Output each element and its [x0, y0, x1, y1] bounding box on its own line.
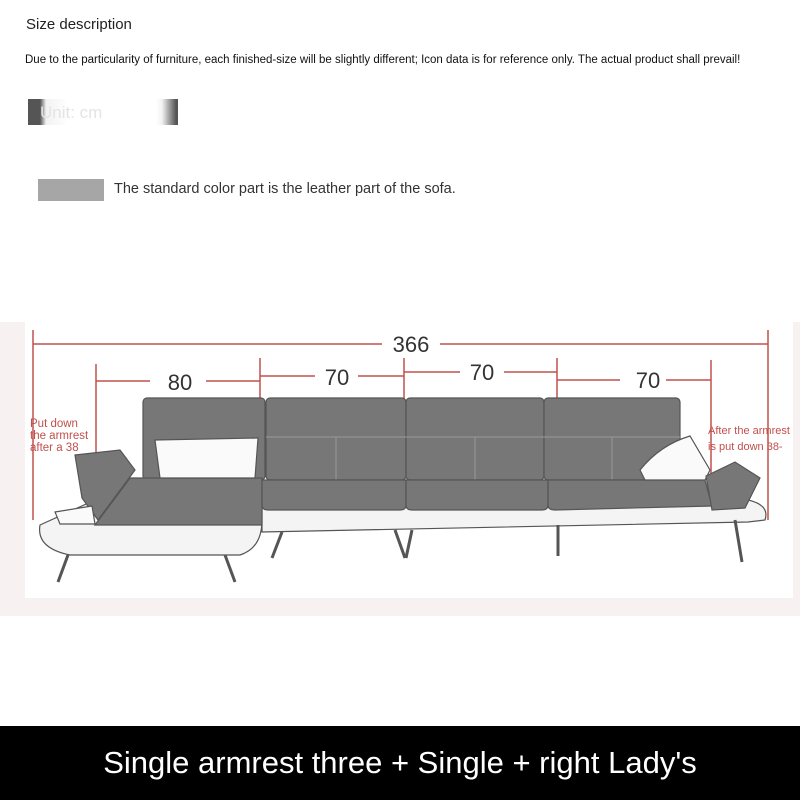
- segment-label-seat-3: 70: [635, 368, 661, 393]
- right-armrest-note: [708, 423, 790, 455]
- segment-label-chaise: 80: [167, 370, 193, 395]
- leather-legend-label: The standard color part is the leather part of the sofa.: [114, 181, 456, 197]
- right-note-line-2: is put down 38-: [708, 441, 783, 453]
- left-note-line-3: after a 38: [30, 442, 79, 454]
- disclaimer-text: Due to the particularity of furniture, each finished-size will be slightly different; Icon data is for reference only. The actual product shall prevail!: [25, 54, 741, 66]
- total-dimension-label: 366: [392, 332, 430, 357]
- left-note-line-1: Put down: [30, 418, 78, 430]
- seat-cushion-1: [262, 480, 406, 510]
- seat-cushion-2: [406, 480, 548, 510]
- footer-banner: [0, 726, 800, 800]
- footer-caption: Single armrest three + Single + right Lady's: [103, 745, 697, 780]
- segment-label-seat-1: 70: [324, 365, 350, 390]
- sofa-illustration: [40, 398, 766, 582]
- right-note-line-1: After the armrest: [708, 425, 790, 437]
- left-note-line-2: the armrest: [30, 430, 89, 442]
- segment-label-seat-2: 70: [469, 360, 495, 385]
- pillow-left: [155, 438, 258, 478]
- seat-cushion-3: [548, 480, 712, 510]
- left-armrest-note: [30, 418, 88, 454]
- chaise-pillow: [55, 506, 95, 524]
- unit-label: Unit: cm: [40, 103, 103, 122]
- page-title: Size description: [26, 16, 132, 33]
